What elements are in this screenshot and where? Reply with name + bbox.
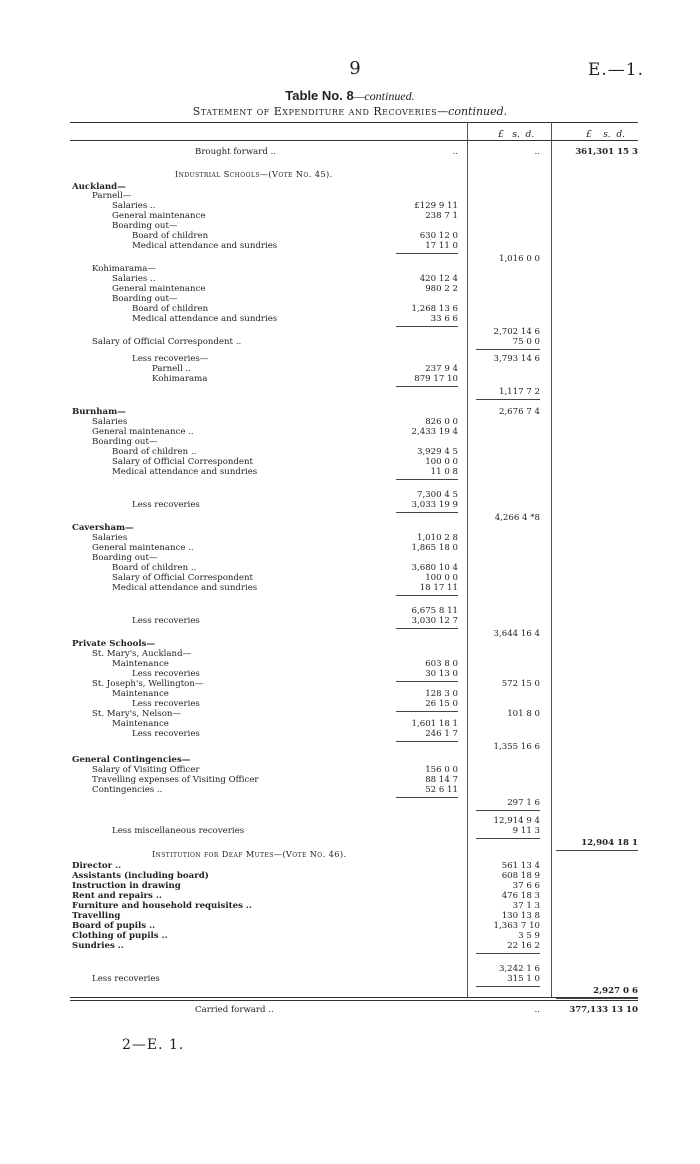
table-row	[0, 327, 700, 337]
amount-c1: 18 17 11	[419, 583, 458, 593]
amount-c1: ..	[452, 147, 458, 157]
table-title-text: Table No. 8	[285, 88, 354, 103]
amount-c2: 101 8 0	[507, 709, 540, 719]
row-label: St. Joseph's, Wellington—	[92, 679, 204, 689]
row-label: Less recoveries	[132, 669, 200, 679]
table-row	[0, 785, 700, 795]
table-title-suffix: —continued.	[353, 89, 415, 103]
row-label: Instruction in drawing	[72, 881, 181, 891]
amount-c2: 1,355 16 6	[493, 742, 540, 752]
row-label: Boarding out—	[92, 553, 158, 563]
table-row	[0, 374, 700, 384]
table-row	[0, 354, 700, 364]
table-row	[0, 931, 700, 941]
table-row	[0, 304, 700, 314]
row-label: Salaries	[92, 533, 128, 543]
table-row	[0, 533, 700, 543]
row-label: Contingencies ..	[92, 785, 163, 795]
amount-c1: 1,601 18 1	[411, 719, 458, 729]
row-label: Medical attendance and sundries	[112, 583, 258, 593]
table-row	[0, 191, 700, 201]
row-label: General maintenance ..	[92, 427, 194, 437]
amount-c3: 377,133 13 10	[569, 1005, 638, 1015]
table-subtitle	[0, 105, 700, 118]
row-label: Less miscellaneous recoveries	[112, 826, 245, 836]
row-label: General maintenance	[112, 211, 206, 221]
table-row	[0, 583, 700, 593]
table-row	[0, 826, 700, 836]
table-row	[0, 427, 700, 437]
amount-c2: ..	[534, 147, 540, 157]
row-label: Private Schools—	[72, 639, 156, 649]
table-row	[0, 241, 700, 251]
row-label: Brought forward ..	[195, 147, 277, 157]
amount-c1: 100 0 0	[425, 457, 458, 467]
table-row	[0, 387, 700, 397]
amount-c1: 630 12 0	[419, 231, 458, 241]
table-row	[0, 211, 700, 221]
table-row	[0, 669, 700, 679]
amount-c1: 17 11 0	[425, 241, 458, 251]
sum-rule	[476, 953, 540, 954]
table-row	[0, 543, 700, 553]
row-label: Boarding out—	[112, 294, 178, 304]
amount-c1: 88 14 7	[425, 775, 458, 785]
row-label: Less recoveries	[92, 974, 160, 984]
amount-c2: 37 1 3	[512, 901, 540, 911]
table-row	[0, 816, 700, 826]
table-row	[0, 649, 700, 659]
amount-c1: 6,675 8 11	[411, 606, 458, 616]
bottom-rule-2	[70, 1000, 638, 1001]
table-row	[0, 314, 700, 324]
table-row	[0, 871, 700, 881]
table-row	[0, 699, 700, 709]
sum-rule	[476, 810, 540, 811]
col2-header	[498, 130, 534, 140]
amount-c1: 1,010 2 8	[416, 533, 458, 543]
amount-c1: 237 9 4	[425, 364, 458, 374]
document-code: E.—1.	[587, 60, 644, 80]
amount-c2: 2,676 7 4	[498, 407, 540, 417]
row-label: General maintenance	[112, 284, 206, 294]
row-label: Board of children	[132, 231, 209, 241]
row-label: Less recoveries	[132, 729, 200, 739]
amount-c2: 1,117 7 2	[498, 387, 540, 397]
row-label: Institution for Deaf Mutes—(Vote No. 46).	[152, 849, 347, 859]
col3-shilling: s.	[603, 130, 611, 140]
col3-pound: £	[586, 130, 592, 140]
table-row	[0, 201, 700, 211]
table-row	[0, 974, 700, 984]
row-label: Burnham—	[72, 407, 126, 417]
table-row	[0, 629, 700, 639]
table-row	[0, 563, 700, 573]
sum-rule	[396, 479, 458, 480]
table-row	[0, 689, 700, 699]
head-rule	[70, 140, 638, 141]
amount-c1: 420 12 4	[419, 274, 458, 284]
table-row	[0, 729, 700, 739]
row-label: Industrial Schools—(Vote No. 45).	[175, 169, 333, 179]
sum-rule	[556, 998, 638, 999]
table-row	[0, 264, 700, 274]
table-row	[0, 490, 700, 500]
table-row	[0, 169, 700, 179]
row-label: Maintenance	[112, 719, 169, 729]
table-row	[0, 659, 700, 669]
amount-c1: 26 15 0	[425, 699, 458, 709]
table-row	[0, 457, 700, 467]
amount-c3: 361,301 15 3	[575, 147, 638, 157]
row-label: Parnell ..	[152, 364, 191, 374]
table-row	[0, 284, 700, 294]
col2-pence: d.	[525, 130, 535, 140]
table-row	[0, 891, 700, 901]
amount-c2: 1,363 7 10	[493, 921, 540, 931]
amount-c2: 608 18 9	[501, 871, 540, 881]
row-label: Caversham—	[72, 523, 134, 533]
col3-header	[586, 130, 625, 140]
amount-c2: 75 0 0	[512, 337, 540, 347]
amount-c1: 156 0 0	[425, 765, 458, 775]
sum-rule	[396, 595, 458, 596]
table-row	[0, 231, 700, 241]
table-row	[0, 616, 700, 626]
row-label: Maintenance	[112, 659, 169, 669]
table-row	[0, 1005, 700, 1015]
amount-c2: 12,914 9 4	[493, 816, 540, 826]
table-row	[0, 437, 700, 447]
row-label: Salaries ..	[112, 201, 156, 211]
table-row	[0, 553, 700, 563]
table-row	[0, 765, 700, 775]
row-label: Salary of Official Correspondent	[112, 573, 253, 583]
amount-c2: 315 1 0	[507, 974, 540, 984]
row-label: Board of children ..	[112, 563, 197, 573]
amount-c2: 9 11 3	[512, 826, 540, 836]
row-label: Travelling expenses of Visiting Officer	[92, 775, 259, 785]
row-label: Boarding out—	[112, 221, 178, 231]
amount-c2: 4,266 4 *8	[494, 513, 540, 523]
amount-c1: £129 9 11	[414, 201, 458, 211]
row-label: Travelling	[72, 911, 121, 921]
table-row	[0, 573, 700, 583]
table-row	[0, 337, 700, 347]
table-row	[0, 901, 700, 911]
table-row	[0, 639, 700, 649]
amount-c1: 3,680 10 4	[411, 563, 458, 573]
row-label: General Contingencies—	[72, 755, 191, 765]
row-label: Clothing of pupils ..	[72, 931, 168, 941]
table-row	[0, 921, 700, 931]
amount-c1: 3,030 12 7	[411, 616, 458, 626]
row-label: Salary of Official Correspondent ..	[92, 337, 242, 347]
row-label: Board of children	[132, 304, 209, 314]
row-label: Auckland—	[72, 182, 126, 192]
amount-c1: 30 13 0	[425, 669, 458, 679]
amount-c1: 100 0 0	[425, 573, 458, 583]
table-row	[0, 147, 700, 157]
page-number: 9	[349, 58, 361, 79]
row-label: Carried forward ..	[195, 1005, 274, 1015]
table-row	[0, 447, 700, 457]
table-row	[0, 294, 700, 304]
amount-c1: 603 8 0	[425, 659, 458, 669]
table-row	[0, 742, 700, 752]
row-label: Maintenance	[112, 689, 169, 699]
amount-c2: 3,793 14 6	[493, 354, 540, 364]
amount-c2: 37 6 6	[512, 881, 540, 891]
row-label: Salary of Official Correspondent	[112, 457, 253, 467]
row-label: Sundries ..	[72, 941, 124, 951]
table-row	[0, 523, 700, 533]
table-row	[0, 364, 700, 374]
row-label: Kohimarama	[152, 374, 208, 384]
amount-c2: 476 18 3	[501, 891, 540, 901]
amount-c2: 3 5 9	[518, 931, 540, 941]
row-label: Parnell—	[92, 191, 132, 201]
row-label: Medical attendance and sundries	[132, 314, 278, 324]
row-label: Assistants (including board)	[72, 871, 209, 881]
row-label: St. Mary's, Auckland—	[92, 649, 192, 659]
row-label: Boarding out—	[92, 437, 158, 447]
col2-shilling: s.	[512, 130, 520, 140]
row-label: Rent and repairs ..	[72, 891, 162, 901]
table-row	[0, 849, 700, 859]
table-row	[0, 964, 700, 974]
amount-c1: 52 6 11	[425, 785, 458, 795]
row-label: General maintenance ..	[92, 543, 194, 553]
table-row	[0, 719, 700, 729]
row-label: Furniture and household requisites ..	[72, 901, 252, 911]
amount-c1: 3,929 4 5	[416, 447, 458, 457]
table-title	[0, 88, 700, 104]
table-row	[0, 606, 700, 616]
amount-c1: 7,300 4 5	[416, 490, 458, 500]
page-footer: 2—E. 1.	[122, 1037, 185, 1053]
row-label: Less recoveries	[132, 699, 200, 709]
table-row	[0, 221, 700, 231]
amount-c1: 246 1 7	[425, 729, 458, 739]
table-row	[0, 513, 700, 523]
table-row	[0, 755, 700, 765]
row-label: Salaries ..	[112, 274, 156, 284]
amount-c1: 826 0 0	[425, 417, 458, 427]
table-row	[0, 417, 700, 427]
table-subtitle-suffix: —continued.	[437, 105, 508, 118]
sum-rule	[476, 399, 540, 400]
col2-pound: £	[498, 130, 504, 140]
amount-c3: 12,904 18 1	[581, 838, 638, 848]
col3-pence: d.	[616, 130, 626, 140]
table-row	[0, 500, 700, 510]
amount-c3: 2,927 0 6	[593, 986, 638, 996]
row-label: Salaries	[92, 417, 128, 427]
amount-c1: 11 0 8	[430, 467, 458, 477]
row-label: Kohimarama—	[92, 264, 157, 274]
table-row	[0, 775, 700, 785]
amount-c1: 3,033 19 9	[411, 500, 458, 510]
amount-c2: 1,016 0 0	[498, 254, 540, 264]
sum-rule	[476, 349, 540, 350]
table-row	[0, 881, 700, 891]
table-row	[0, 407, 700, 417]
amount-c1: 980 2 2	[425, 284, 458, 294]
row-label: Director ..	[72, 861, 122, 871]
amount-c1: 2,433 19 4	[411, 427, 458, 437]
amount-c1: 33 6 6	[430, 314, 458, 324]
table-row	[0, 709, 700, 719]
amount-c2: 2,702 14 6	[493, 327, 540, 337]
amount-c1: 879 17 10	[414, 374, 458, 384]
amount-c2: 297 1 6	[507, 798, 540, 808]
amount-c2: ..	[534, 1005, 540, 1015]
table-row	[0, 798, 700, 808]
row-label: Less recoveries	[132, 616, 200, 626]
row-label: Medical attendance and sundries	[132, 241, 278, 251]
amount-c1: 1,865 18 0	[411, 543, 458, 553]
table-subtitle-text: Statement of Expenditure and Recoveries	[192, 105, 438, 118]
amount-c2: 3,242 1 6	[498, 964, 540, 974]
row-label: Board of pupils ..	[72, 921, 156, 931]
table-row	[0, 838, 700, 848]
top-rule	[70, 122, 638, 123]
row-label: Medical attendance and sundries	[112, 467, 258, 477]
amount-c1: 128 3 0	[425, 689, 458, 699]
amount-c1: 1,268 13 6	[411, 304, 458, 314]
row-label: Less recoveries	[132, 500, 200, 510]
row-label: Board of children ..	[112, 447, 197, 457]
table-row	[0, 467, 700, 477]
row-label: Salary of Visiting Officer	[92, 765, 200, 775]
table-row	[0, 911, 700, 921]
amount-c2: 572 15 0	[501, 679, 540, 689]
table-row	[0, 274, 700, 284]
row-label: Less recoveries—	[132, 354, 209, 364]
bottom-rule	[70, 997, 638, 998]
table-row	[0, 254, 700, 264]
table-row	[0, 986, 700, 996]
table-row	[0, 941, 700, 951]
row-label: St. Mary's, Nelson—	[92, 709, 181, 719]
amount-c2: 3,644 16 4	[493, 629, 540, 639]
amount-c2: 22 16 2	[507, 941, 540, 951]
table-row	[0, 861, 700, 871]
amount-c1: 238 7 1	[425, 211, 458, 221]
table-row	[0, 679, 700, 689]
amount-c2: 130 13 8	[501, 911, 540, 921]
amount-c2: 561 13 4	[501, 861, 540, 871]
